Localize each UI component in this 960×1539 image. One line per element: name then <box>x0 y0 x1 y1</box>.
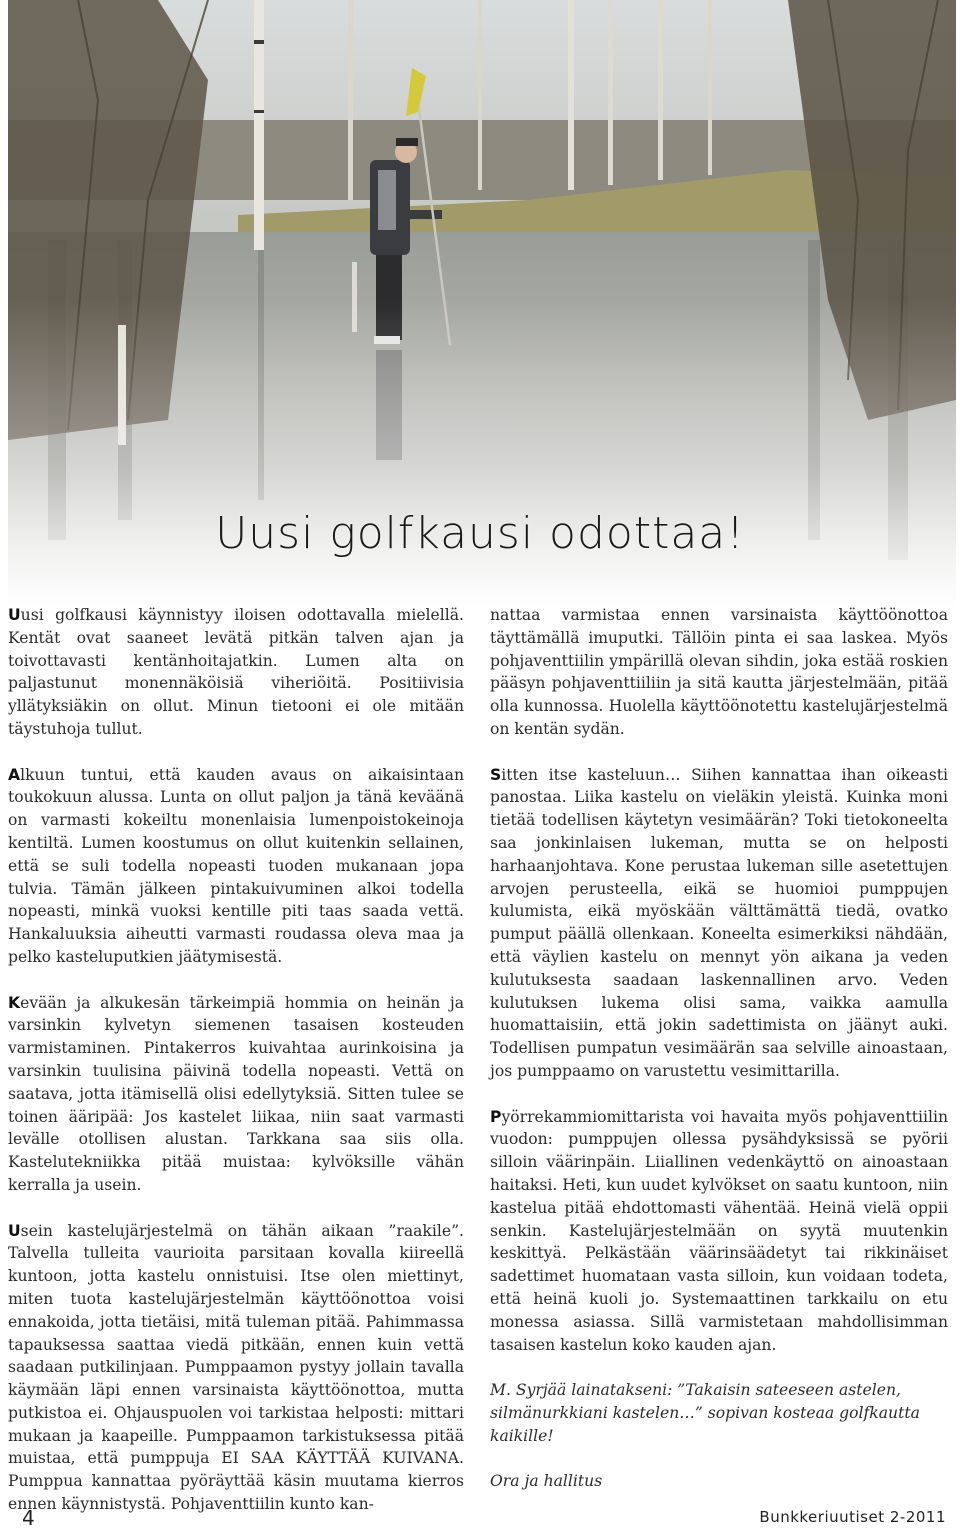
paragraph <box>8 604 464 741</box>
article-left-column <box>8 604 464 1539</box>
paragraph-text: usi golfkausi käynnistyy iloisen odottavalla mielellä. Kentät ovat saaneet levätä pitkän talven ajan ja toivottavasti kentänhoitajatkin. Lumen alta on paljastunut monennäköisiä viheriöitä. Positiivisia yllätyksiäkin on ollut. Minun tietooni ei ole mitään täystuhoja tullut. <box>8 606 464 738</box>
paragraph-text: yörrekammiomittarista voi havaita myös pohjaventtiilin vuodon: pumppujen ollessa pysähdyksissä se pyörii silloin väärinpäin. Liiallinen vedenkäyttö on ainoastaan haitaksi. Heti, kun uudet kylvökset on saatu kuntoon, niin kastelua pitää ehdottomasti vähentää. Heinä vielä oppii senkin. Kastelujärjestelmään on syytä muutenkin keskittyä. Pelkästään väärinsäädetyt tai rikkinäiset sadettimet huomataan vasta silloin, kun voidaan todeta, että heinä kuoli jo. Systemaattinen tarkkailu on etu monessa asiassa. Sillä varmistetaan mahdollisimman tasaisen kastelun koko kauden ajan. <box>490 1107 948 1354</box>
paragraph <box>8 764 464 969</box>
paragraph-initial: U <box>8 1221 21 1240</box>
paragraph-text: sein kastelujärjestelmä on tähän aikaan ”raakile”. Talvella tulleita vaurioita parsitaan kovalla kiireellä kuntoon, jotta kastelu onnistuisi. Itse olen miettinyt, miten tuota kastelujärjestelmän käyttöönottoa voisi ennakoida, jotta tietäisi, mitä tuleman pitää. Pahimmassa tapauksessa saattaa viedä pitkään, ennen kuin vettä saadaan putkilinjaan. Pumppaamon pystyy jollain tavalla käymään läpi ennen varsinaista käyttöönottoa, mutta putkistoa ei. Ohjauspuolen voi tarkistaa helposti: mittari mukaan ja kaapeille. Pumppaamon tarkistuksessa pitää muistaa, että pumppuja EI SAA KÄYTTÄÄ KUIVANA. Pumppua kannattaa pyöräyttää käsin muutama kierros ennen käynnistystä. Pohjaventtiilin kunto kan- <box>8 1221 464 1514</box>
paragraph-text: lkuun tuntui, että kauden avaus on aikaisintaan toukokuun alussa. Lunta on ollut paljon ja tänä keväänä on varmasti kokeiltu monenlaisia lumenpoistokeinoja kentiltä. Lumen koostumus on ollut kuitenkin sellainen, että se suli todella nopeasti tuoden mukanaan jopa tulvia. Tämän jälkeen pintakuivuminen alkoi todella nopeasti, minkä vuoksi kentille piti taas saada vettä. Hankaluuksia aiheutti varmasti roudassa oleva maa ja pelko kasteluputkien jäätymisestä. <box>8 765 464 966</box>
paragraph-text: evään ja alkukesän tärkeimpiä hommia on heinän ja varsinkin kylvetyn siemenen tasaisen kosteuden varmistaminen. Pintakerros kuivahtaa aurinkoisina ja varsinkin tuulisina päivinä todella nopeasti. Vettä on saatava, jotta itämisellä olisi edellytyksiä. Sitten tulee se toinen ääripää: Jos kastelet liikaa, niin saat varmasti levälle otollisen alustan. Tarkkana saa siis olla. Kastelutekniikka pitää muistaa: kylvöksille vähän kerralla ja usein. <box>8 993 464 1194</box>
paragraph <box>490 604 948 741</box>
paragraph-initial: A <box>8 765 21 784</box>
closing-quote: M. Syrjää lainatakseni: ”Takaisin sateeseen astelen, silmänurkkiani kastelen…” sopivan kosteaa golfkautta kaikille! <box>490 1381 920 1445</box>
paragraph-initial: S <box>490 765 502 784</box>
paragraph <box>490 764 948 1083</box>
page-number: 4 <box>22 1506 35 1530</box>
publication-name: Bunkkeriuutiset 2-2011 <box>759 1508 946 1526</box>
paragraph-initial: K <box>8 993 21 1012</box>
paragraph <box>8 992 464 1197</box>
article-right-column <box>490 604 948 1516</box>
paragraph <box>8 1220 464 1516</box>
paragraph-initial: P <box>490 1107 502 1126</box>
paragraph <box>490 1106 948 1357</box>
signature: Ora ja hallitus <box>490 1472 603 1491</box>
paragraph-initial: U <box>8 606 21 624</box>
article-headline: Uusi golfkausi odottaa! <box>215 508 745 559</box>
paragraph-text: nattaa varmistaa ennen varsinaista käyttöönottoa täyttämällä imuputki. Tällöin pinta ei saa laskea. Myös pohjaventtiilin ympärillä olevan sihdin, joka estää roskien pääsyn pohjaventtiiliin ja sitä kautta järjestelmään, pitää olla kunnossa. Huolella käyttöönotettu kastelujärjestelmä on kentän sydän. <box>490 606 948 738</box>
paragraph-text: itten itse kasteluun… Siihen kannattaa ihan oikeasti panostaa. Liika kastelu on vieläkin yleistä. Kuinka moni tietää todellisen käytetyn vesimäärän? Toki tietokoneelta saa jonkinlaisen lukeman, mutta se on helposti harhaanjohtava. Kone perustaa lukeman sille asetettujen arvojen perusteella, eikä se huomioi pumppujen kulumista, eikä myöskään välttämättä tiedä, ovatko pumput päällä ollenkaan. Koneelta esimerkiksi nähdään, että väylien kastelu on mennyt yön aikana ja veden kulutuksesta saadaan laskennallinen arvo. Veden kulutuksen lukema olisi sama, vaikka aamulla huomattaisiin, että jokin sadettimista on jäänyt auki. Todellisen pumpatun vesimäärän saa selville ainoastaan, jos pumppaamo on varustettu vesimittarilla. <box>490 765 948 1080</box>
